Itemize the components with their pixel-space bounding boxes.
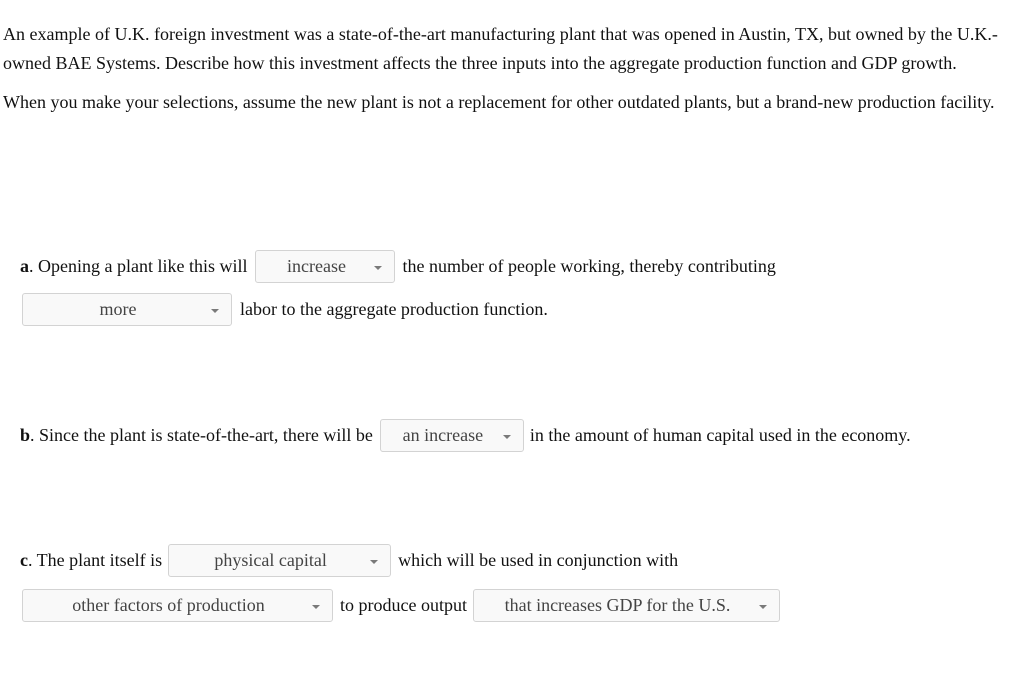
part-a-dropdown-1-value: increase — [287, 255, 346, 276]
part-c-dropdown-1[interactable] — [168, 544, 391, 577]
part-a-text-3: labor to the aggregate production function. — [240, 298, 548, 319]
part-b-dropdown-1-value: an increase — [402, 424, 484, 445]
part-c-line-1 — [20, 543, 678, 577]
part-a-line-1 — [20, 249, 776, 283]
part-c-dropdown-1-value: physical capital — [214, 549, 327, 570]
part-c-line-2 — [22, 588, 780, 622]
part-a-label: a — [20, 255, 29, 276]
caret-down-icon — [370, 560, 378, 564]
part-b-text-2: in the amount of human capital used in the economy. — [529, 424, 911, 445]
part-c-text-2: which will be used in conjunction with — [398, 549, 679, 570]
part-c-text-3: to produce output — [340, 594, 467, 615]
part-c-text-1: . The plant itself is — [28, 549, 163, 570]
prompt-paragraph-1: An example of U.K. foreign investment was a state-of-the-art manufacturing plant that was opened in Austin, TX, but owned by the U.K.-owned BAE Systems. Describe how this investment affects the three inputs into the aggregate production function and GDP growth. — [3, 24, 998, 73]
part-c-dropdown-2[interactable] — [22, 589, 333, 622]
part-c-dropdown-2-value: other factors of production — [72, 594, 265, 615]
part-a-dropdown-1[interactable] — [255, 250, 395, 283]
part-c-dropdown-3[interactable] — [473, 589, 780, 622]
part-b-text-1: . Since the plant is state-of-the-art, there will be — [30, 424, 373, 445]
caret-down-icon — [211, 309, 219, 313]
part-c-label: c — [20, 549, 28, 570]
caret-down-icon — [503, 435, 511, 439]
part-b-dropdown-1[interactable] — [380, 419, 524, 452]
part-b-line — [20, 418, 911, 452]
caret-down-icon — [759, 605, 767, 609]
part-b-label: b — [20, 424, 31, 445]
part-a-dropdown-2-value: more — [99, 298, 137, 319]
part-c-dropdown-3-value: that increases GDP for the U.S. — [504, 594, 731, 615]
prompt-paragraph-2: When you make your selections, assume the new plant is not a replacement for other outdated plants, but a brand-new production facility. — [3, 92, 995, 112]
part-a-text-2: the number of people working, thereby contributing — [402, 255, 776, 276]
part-a-line-2 — [22, 292, 548, 326]
caret-down-icon — [312, 605, 320, 609]
part-a-text-1: . Opening a plant like this will — [29, 255, 248, 276]
question-prompt — [3, 20, 1021, 117]
part-a-dropdown-2[interactable] — [22, 293, 232, 326]
caret-down-icon — [374, 266, 382, 270]
